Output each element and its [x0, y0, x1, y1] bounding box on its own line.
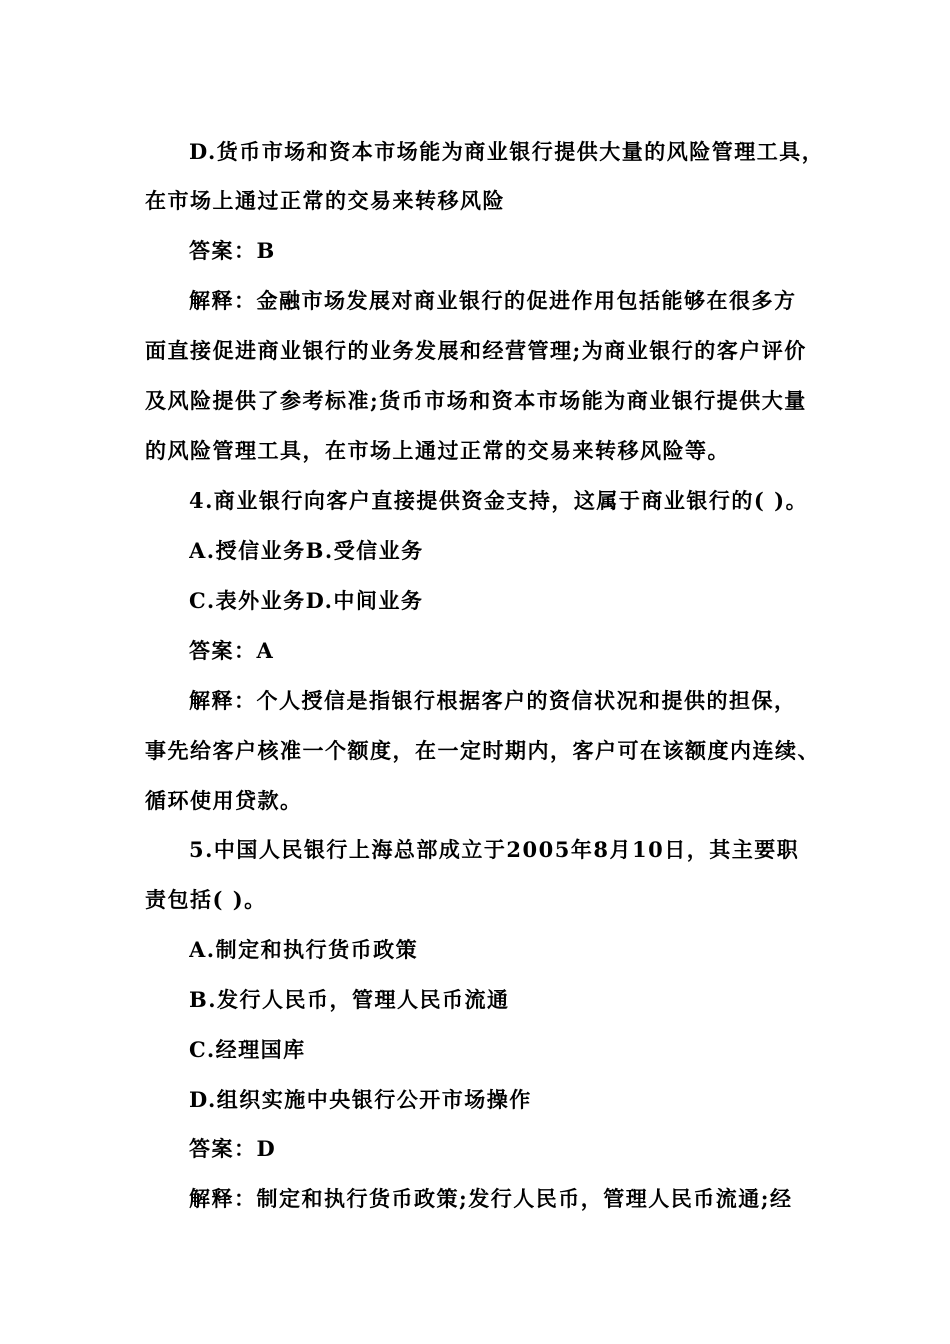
question-5-line-2: 责包括( )。: [145, 887, 267, 912]
q5-option-a: A.制定和执行货币政策: [189, 937, 419, 962]
explanation-q3-line-1: 解释：金融市场发展对商业银行的促进作用包括能够在很多方: [189, 288, 797, 313]
question-5-line-1: 5.中国人民银行上海总部成立于2005年8月10日，其主要职: [189, 837, 800, 862]
explanation-q3-line-2: 面直接促进商业银行的业务发展和经营管理;为商业银行的客户评价: [145, 338, 807, 363]
answer-q3: 答案：B: [189, 238, 276, 263]
explanation-q4-line-2: 事先给客户核准一个额度，在一定时期内，客户可在该额度内连续、: [145, 738, 820, 763]
explanation-q4-line-1: 解释：个人授信是指银行根据客户的资信状况和提供的担保，: [189, 688, 797, 713]
answer-q5: 答案：D: [189, 1136, 277, 1161]
q4-options-ab: A.授信业务B.受信业务: [189, 538, 424, 563]
q5-option-d: D.组织实施中央银行公开市场操作: [189, 1087, 532, 1112]
question-4: 4.商业银行向客户直接提供资金支持，这属于商业银行的( )。: [189, 488, 809, 513]
explanation-q5-line-1: 解释：制定和执行货币政策;发行人民币，管理人民币流通;经: [189, 1186, 793, 1211]
q5-option-c: C.经理国库: [189, 1037, 306, 1062]
explanation-q4-line-3: 循环使用贷款。: [145, 788, 303, 813]
answer-q4: 答案：A: [189, 638, 275, 663]
q4-options-cd: C.表外业务D.中间业务: [189, 588, 424, 613]
option-d-line-1: D.货币市场和资本市场能为商业银行提供大量的风险管理工具，: [189, 139, 825, 164]
q5-option-b: B.发行人民币，管理人民币流通: [189, 987, 510, 1012]
explanation-q3-line-3: 及风险提供了参考标准;货币市场和资本市场能为商业银行提供大量: [145, 388, 807, 413]
option-d-line-2: 在市场上通过正常的交易来转移风险: [145, 188, 505, 213]
explanation-q3-line-4: 的风险管理工具，在市场上通过正常的交易来转移风险等。: [145, 438, 730, 463]
